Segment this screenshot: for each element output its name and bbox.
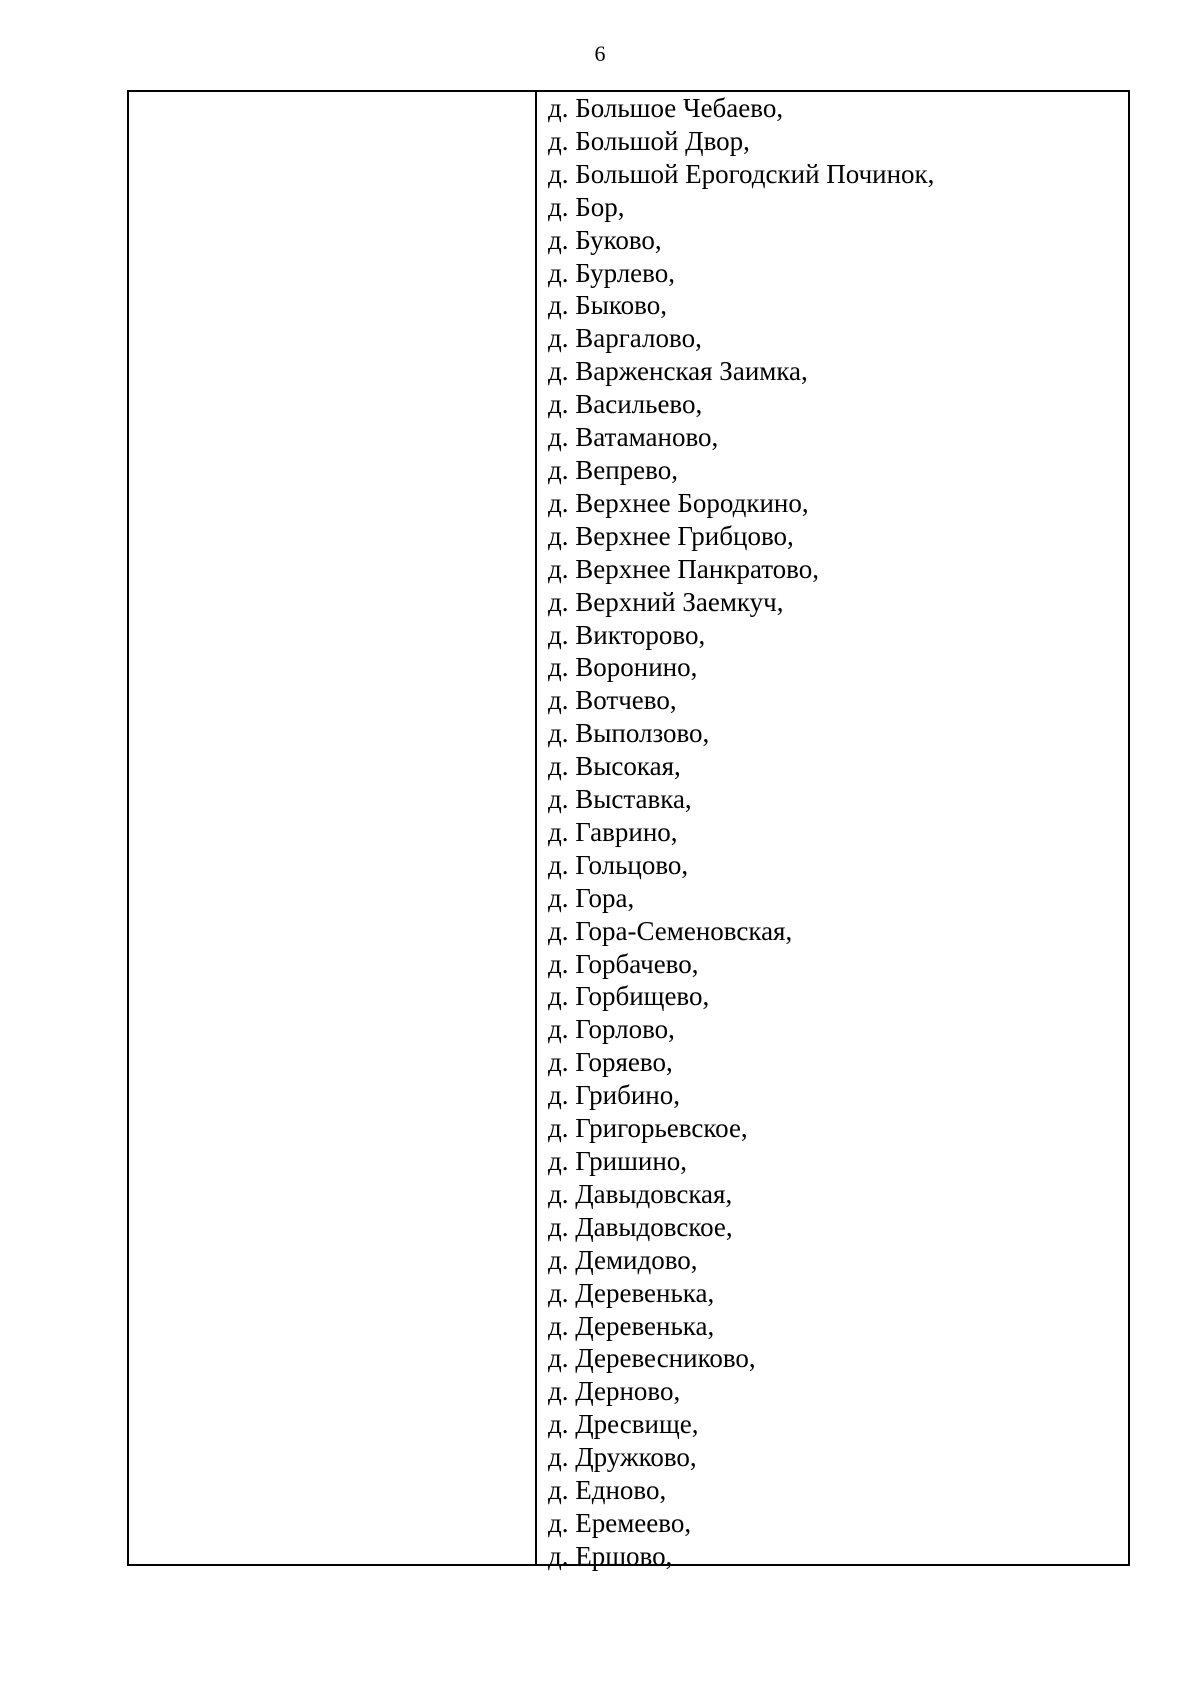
table-right-cell (537, 92, 1128, 1571)
list-item: д. Выставка, (548, 784, 692, 815)
list-item: д. Демидово, (548, 1244, 698, 1275)
list-item: д. Горбачево, (548, 948, 699, 979)
list-item: д. Буково, (548, 224, 662, 255)
list-item: д. Гора-Семеновская, (548, 915, 793, 946)
list-item: д. Верхнее Бородкино, (548, 487, 809, 518)
list-item: д. Варгалово, (548, 323, 702, 354)
list-item: д. Викторово, (548, 619, 706, 650)
list-item: д. Бурлево, (548, 257, 675, 288)
list-item: д. Давыдовское, (548, 1211, 733, 1242)
list-item: д. Верхнее Панкратово, (548, 553, 819, 584)
list-item: д. Быково, (548, 290, 667, 321)
list-item: д. Григорьевское, (548, 1113, 748, 1144)
list-item: д. Деревенька, (548, 1277, 715, 1308)
list-item: д. Васильево, (548, 389, 703, 420)
settlements-table (127, 90, 1130, 1571)
list-item: д. Верхнее Грибцово, (548, 520, 794, 551)
list-item: д. Дружково, (548, 1442, 697, 1473)
list-item: д. Большое Чебаево, (548, 93, 784, 123)
list-item: д. Горяево, (548, 1047, 673, 1078)
list-item: д. Дресвище, (548, 1409, 699, 1440)
list-item: д. Бор, (548, 191, 625, 222)
list-item: д. Гаврино, (548, 816, 678, 847)
list-item: д. Горбищево, (548, 981, 710, 1012)
list-item: д. Воронино, (548, 652, 698, 683)
list-item: д. Высокая, (548, 751, 681, 782)
table-left-cell (129, 92, 537, 1564)
list-item: д. Вотчево, (548, 685, 677, 716)
list-item: д. Вепрево, (548, 454, 678, 485)
page-number: 6 (594, 41, 606, 66)
list-item: д. Гришино, (548, 1146, 688, 1176)
list-item: д. Едново, (548, 1475, 667, 1506)
settlement-list (548, 92, 1128, 1573)
list-item: д. Большой Двор, (548, 125, 750, 156)
list-item: д. Деревесниково, (548, 1343, 756, 1374)
list-item: д. Грибино, (548, 1080, 680, 1111)
list-item: д. Верхний Заемкуч, (548, 586, 784, 617)
list-item: д. Еремеево, (548, 1507, 692, 1538)
list-item: д. Гора, (548, 882, 635, 913)
list-item: д. Гольцово, (548, 849, 689, 880)
list-item: д. Дерново, (548, 1376, 681, 1407)
list-item: д. Горлово, (548, 1014, 675, 1045)
list-item: д. Большой Ерогодский Починок, (548, 158, 935, 189)
list-item: д. Ватаманово, (548, 422, 719, 453)
list-item: д. Давыдовская, (548, 1178, 733, 1209)
list-item: д. Варженская Заимка, (548, 356, 808, 387)
list-item: д. Деревенька, (548, 1310, 715, 1341)
list-item: д. Ершово, (548, 1540, 673, 1571)
list-item: д. Выползово, (548, 718, 710, 749)
